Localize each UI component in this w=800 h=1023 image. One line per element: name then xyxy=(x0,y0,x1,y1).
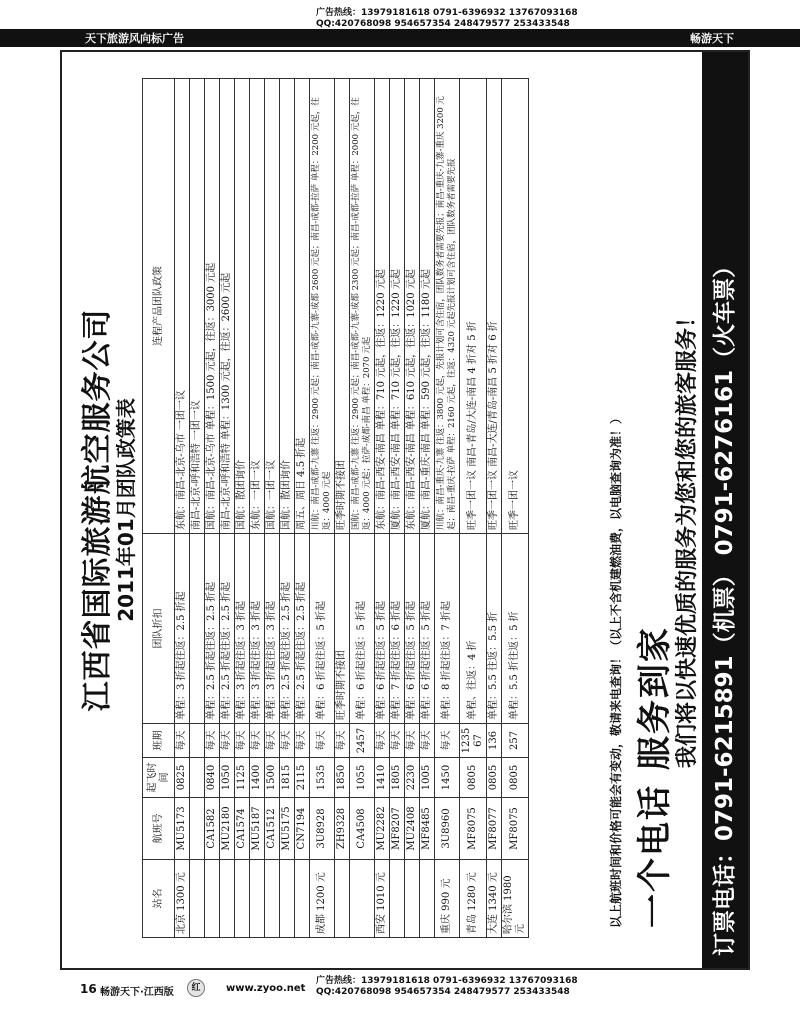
table-row xyxy=(390,79,405,938)
table-row xyxy=(335,79,350,938)
cell-time: 2230 xyxy=(405,758,420,798)
cell-time: 0805 xyxy=(487,758,502,798)
cell-days: 每天 xyxy=(375,724,390,758)
footer-badge: 红 xyxy=(187,979,205,997)
cell-station xyxy=(350,860,375,938)
cell-flight: CA1512 xyxy=(265,798,280,860)
col-station: 站名 xyxy=(143,860,175,938)
policy-sheet xyxy=(62,52,748,968)
cell-policy: 旺季一团一议 南昌-青岛/大连-南昌 4 折对 5 折 xyxy=(460,79,487,534)
cell-station: 北京 1300 元 xyxy=(175,860,190,938)
cell-discount: 单程：6 折起往返：5 折起 xyxy=(420,534,435,724)
footer-url[interactable]: www.zyoo.net xyxy=(226,983,306,994)
cell-flight: MU5175 xyxy=(280,798,295,860)
cell-discount: 单程：6 折起往返：5 折起 xyxy=(405,534,420,724)
cell-time: 1410 xyxy=(375,758,390,798)
cell-discount xyxy=(190,534,205,724)
cell-time: 1500 xyxy=(265,758,280,798)
cell-discount: 单程：7 折起往返：6 折起 xyxy=(390,534,405,724)
cell-time: 0840 xyxy=(205,758,220,798)
cell-discount: 单程：6 折起往返：5 折起 xyxy=(310,534,335,724)
table-row xyxy=(295,79,310,938)
cell-flight: MF8077 xyxy=(487,798,502,860)
table-row xyxy=(235,79,250,938)
table-row xyxy=(502,79,529,938)
cell-policy: 国航：南昌-成都-九寨 往返：2900 元起；南昌-成都-九寨-成都 2300 元起；南昌-成都-拉萨 单程：2000 元起，往返：4000 元起；拉萨-成都-南昌 单程：2070 元起 xyxy=(350,79,375,534)
cell-discount: 单程：6 折起往返：5 折起 xyxy=(375,534,390,724)
table-row xyxy=(375,79,390,938)
cell-policy: 旺季时期不接团 xyxy=(335,79,350,534)
cell-policy: 厦航：南昌-西安-南昌 单程：710 元起，往返：1220 元起 xyxy=(390,79,405,534)
cell-policy: 东航：南昌-西安-南昌 单程：610 元起，往返：1020 元起 xyxy=(405,79,420,534)
table-row xyxy=(350,79,375,938)
cell-flight: MU2180 xyxy=(220,798,235,860)
cell-flight: MF8485 xyxy=(420,798,435,860)
cell-flight: 3U8960 xyxy=(435,798,460,860)
cell-policy: 国航：一团一议 xyxy=(265,79,280,534)
cell-days: 每天 xyxy=(280,724,295,758)
col-flight: 航班号 xyxy=(143,798,175,860)
cell-discount: 单程、往返：4 折 xyxy=(460,534,487,724)
cell-station xyxy=(405,860,420,938)
cell-days: 2457 xyxy=(350,724,375,758)
cell-days xyxy=(190,724,205,758)
table-row xyxy=(190,79,205,938)
cell-flight: MF8207 xyxy=(390,798,405,860)
col-days: 班期 xyxy=(143,724,175,758)
cell-time: 1125 xyxy=(235,758,250,798)
cell-days: 257 xyxy=(502,724,529,758)
col-time: 起飞时间 xyxy=(143,758,175,798)
cell-days: 每天 xyxy=(335,724,350,758)
cell-days: 每天 xyxy=(175,724,190,758)
policy-rows xyxy=(175,79,529,938)
cell-station: 青岛 1280 元 xyxy=(460,860,487,938)
cell-policy: 国航：散团询价 xyxy=(235,79,250,534)
cell-time: 1400 xyxy=(250,758,265,798)
policy-sheet-frame xyxy=(60,50,750,970)
cell-policy: 旺季一团一议 xyxy=(502,79,529,534)
cell-policy: 国航：南昌-北京-乌市 单程：1500 元起，往返：3000 元起 xyxy=(205,79,220,534)
table-row xyxy=(220,79,235,938)
cell-discount: 单程：2.5 折起往返：2.5 折起 xyxy=(295,534,310,724)
col-policy: 连程产品团队政策 xyxy=(143,79,175,534)
header-magazine-name: 畅游天下 xyxy=(690,32,734,45)
cell-time: 1535 xyxy=(310,758,335,798)
cell-policy: 周五、周日 4.5 折起 xyxy=(295,79,310,534)
cell-flight: MU2282 xyxy=(375,798,390,860)
cell-days: 每天 xyxy=(390,724,405,758)
cell-station: 成都 1200 元 xyxy=(310,860,335,938)
cell-discount: 单程：3 折起往返：2.5 折起 xyxy=(175,534,190,724)
cell-discount: 单程：2.5 折起往返：2.5 折起 xyxy=(220,534,235,724)
table-row xyxy=(405,79,420,938)
table-row xyxy=(420,79,435,938)
cell-days: 每天 xyxy=(265,724,280,758)
cell-policy: 南昌-北京-呼和浩特 一团一议 xyxy=(190,79,205,534)
cell-station xyxy=(390,860,405,938)
table-row xyxy=(310,79,335,938)
cell-flight: 3U8928 xyxy=(310,798,335,860)
cell-station: 哈尔滨 1980 元 xyxy=(502,860,529,938)
cell-policy: 川航：南昌-成都-九寨 往返：2900 元起；南昌-成都-九寨-成都 2600 元起；南昌-成都-拉萨 单程：2200 元起，往返：4000 元起 xyxy=(310,79,335,534)
cell-discount: 单程：3 折起往返：3 折起 xyxy=(235,534,250,724)
cell-flight: CA1574 xyxy=(235,798,250,860)
cell-policy: 南昌-北京-呼和浩特 单程：1300 元起，往返：2600 元起 xyxy=(220,79,235,534)
cell-policy: 东航：南昌-西安-南昌 单程：710 元起，往返：1220 元起 xyxy=(375,79,390,534)
cell-station xyxy=(280,860,295,938)
cell-discount: 单程：2.5 折起往返：2.5 折起 xyxy=(280,534,295,724)
cell-time: 1050 xyxy=(220,758,235,798)
cell-flight: MF8075 xyxy=(460,798,487,860)
cell-days: 每天 xyxy=(235,724,250,758)
cell-days: 每天 xyxy=(435,724,460,758)
service-line: 我们将以快速优质的服务为您和您的旅客服务！ xyxy=(675,305,700,768)
cell-time: 1055 xyxy=(350,758,375,798)
cell-station xyxy=(235,860,250,938)
cell-time: 1815 xyxy=(280,758,295,798)
policy-table xyxy=(142,78,529,938)
price-note: 以上航班时间和价格可能会有变动，敬请来电查询！（以上不含机建燃油费，以电脑查询为准！） xyxy=(609,411,623,928)
cell-time: 0805 xyxy=(502,758,529,798)
cell-station xyxy=(295,860,310,938)
table-row xyxy=(280,79,295,938)
cell-station xyxy=(250,860,265,938)
cell-discount: 单程：3 折起往返：3 折起 xyxy=(265,534,280,724)
cell-days: 每天 xyxy=(220,724,235,758)
cell-flight: MU2408 xyxy=(405,798,420,860)
cell-time: 1850 xyxy=(335,758,350,798)
cell-flight: ZH9328 xyxy=(335,798,350,860)
cell-flight xyxy=(190,798,205,860)
cell-time: 1805 xyxy=(390,758,405,798)
footer-ad-hotline: 广告热线：13979181618 0791-6396932 13767093168 QQ:420768098 954657354 248479577 253433548 xyxy=(316,976,578,997)
sheet-subtitle: 2011年01月团队政策表 xyxy=(114,398,138,622)
cell-station xyxy=(190,860,205,938)
cell-time: 1450 xyxy=(435,758,460,798)
cell-flight: MU5187 xyxy=(250,798,265,860)
cell-flight: CA1582 xyxy=(205,798,220,860)
cell-time: 0805 xyxy=(460,758,487,798)
cell-policy: 东航：南昌-北京-乌市 一团一议 xyxy=(175,79,190,534)
cell-days: 1235 67 xyxy=(460,724,487,758)
cell-station: 大连 1340 元 xyxy=(487,860,502,938)
cell-policy: 东航：一团一议 xyxy=(250,79,265,534)
table-header-row xyxy=(143,79,175,938)
cell-flight: CN7194 xyxy=(295,798,310,860)
table-row xyxy=(487,79,502,938)
cell-station xyxy=(205,860,220,938)
cell-discount: 单程：3 折起往返：3 折起 xyxy=(250,534,265,724)
page-number: 16 xyxy=(80,982,97,996)
cell-station: 重庆 990 元 xyxy=(435,860,460,938)
booking-phone-bar: 订票电话：0791-6215891（机票） 0791-6276161（火车票） xyxy=(702,52,748,968)
header-section-title: 天下旅游风向标广告 xyxy=(85,32,184,45)
cell-discount: 旺季时期不接团 xyxy=(335,534,350,724)
cell-days: 每天 xyxy=(205,724,220,758)
col-discount: 团队折扣 xyxy=(143,534,175,724)
cell-time: 2115 xyxy=(295,758,310,798)
cell-station: 西安 1010 元 xyxy=(375,860,390,938)
cell-time xyxy=(190,758,205,798)
cell-discount: 单程：5.5 往返：5.5 折 xyxy=(487,534,502,724)
header-ad-hotline: 广告热线：13979181618 0791-6396932 13767093168 QQ:420768098 954657354 248479577 253433548 xyxy=(316,8,578,29)
table-row xyxy=(435,79,460,938)
cell-station xyxy=(220,860,235,938)
cell-days: 每天 xyxy=(250,724,265,758)
cell-days: 每天 xyxy=(295,724,310,758)
cell-flight: CA4508 xyxy=(350,798,375,860)
table-row xyxy=(175,79,190,938)
table-row xyxy=(205,79,220,938)
cell-days: 每天 xyxy=(420,724,435,758)
cell-discount: 单程：2.5 折起往返：2.5 折起 xyxy=(205,534,220,724)
cell-days: 每天 xyxy=(310,724,335,758)
table-row xyxy=(250,79,265,938)
cell-discount: 单程：6 折起往返：5 折起 xyxy=(350,534,375,724)
slogan: 一个电话 服务到家 xyxy=(635,626,675,928)
cell-policy: 国航：散团询价 xyxy=(280,79,295,534)
cell-policy: 旺季一团一议 南昌-大连/青岛-南昌 5 折对 6 折 xyxy=(487,79,502,534)
cell-flight: MF8075 xyxy=(502,798,529,860)
page-header xyxy=(0,0,800,50)
company-title: 江西省国际旅游航空服务公司 xyxy=(80,308,115,712)
cell-station xyxy=(265,860,280,938)
cell-days: 136 xyxy=(487,724,502,758)
table-row xyxy=(460,79,487,938)
cell-days: 每天 xyxy=(405,724,420,758)
table-row xyxy=(265,79,280,938)
cell-flight: MU5173 xyxy=(175,798,190,860)
cell-discount: 单程：8 折起往返：7 折起 xyxy=(435,534,460,724)
cell-station xyxy=(335,860,350,938)
cell-discount: 单程：5.5 折往返：5 折 xyxy=(502,534,529,724)
cell-policy: 厦航：南昌-重庆-南昌 单程：590 元起，往返：1180 元起 xyxy=(420,79,435,534)
cell-policy: 川航：南昌-重庆-九寨 往返：3800 元起，先报计划可含住宿，团队数务者需要先报；南昌-重庆-九寨-重庆 3200 元起；南昌-重庆-拉萨 单程：2160 元起，往返：4320 元起先报计划可含住宿，团队数务者需要先报 xyxy=(435,79,460,534)
cell-station xyxy=(420,860,435,938)
cell-time: 1005 xyxy=(420,758,435,798)
footer-magazine-title: 畅游天下·江西版 xyxy=(100,987,174,998)
cell-time: 0825 xyxy=(175,758,190,798)
